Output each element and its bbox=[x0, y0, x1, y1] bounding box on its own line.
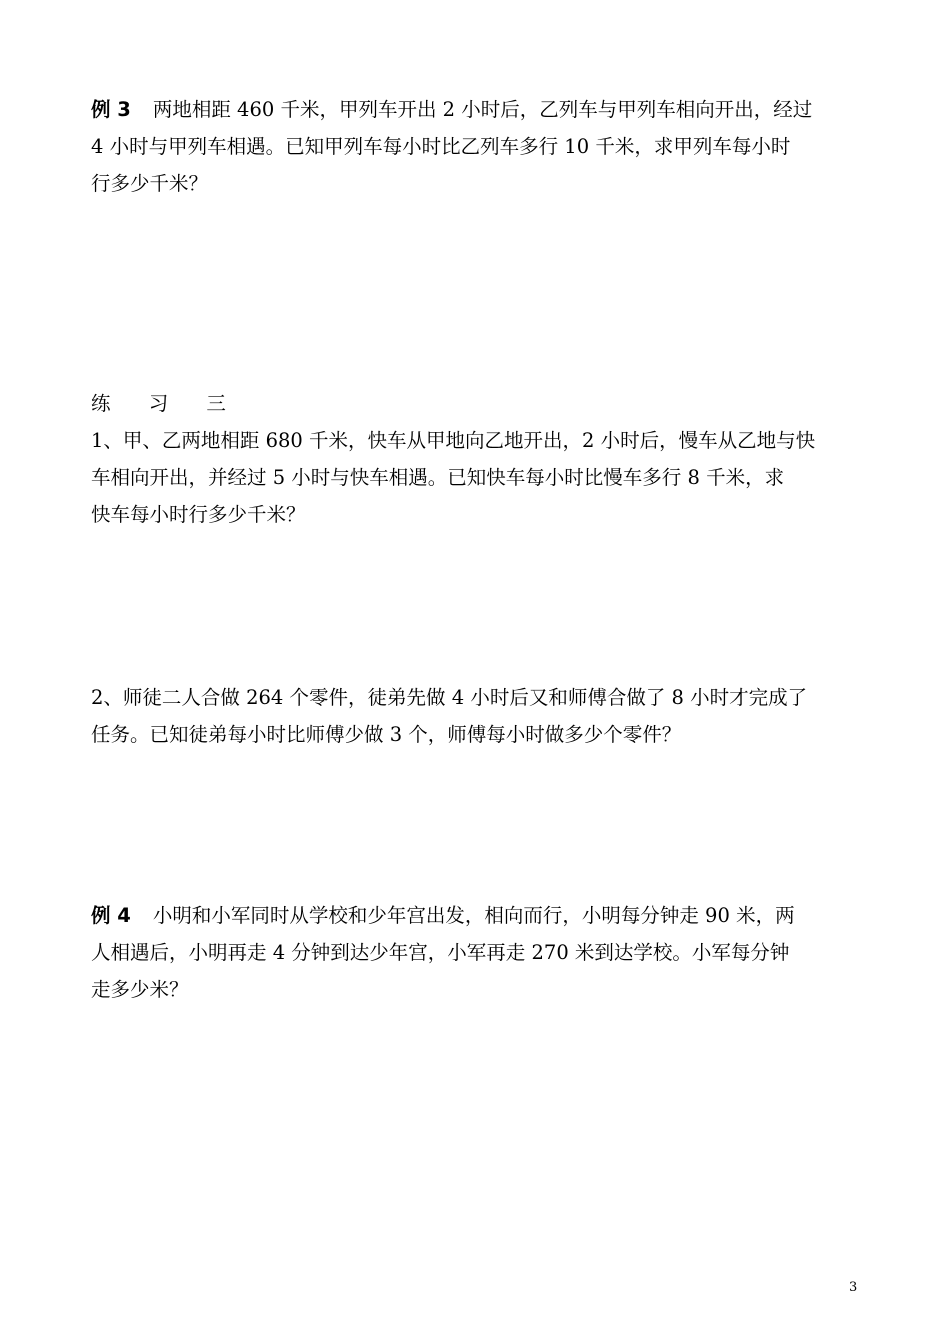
example-3-label: 例 3 bbox=[91, 98, 131, 121]
practice-3 bbox=[91, 385, 861, 533]
practice-problem-1-line-2: 车相向开出，并经过 5 小时与快车相遇。已知快车每小时比慢车多行 8 千米，求 bbox=[91, 466, 785, 489]
example-4-line-2: 人相遇后，小明再走 4 分钟到达少年宫，小军再走 270 米到达学校。小军每分钟 bbox=[91, 941, 790, 964]
practice-problem-1-line-1: 1、甲、乙两地相距 680 千米，快车从甲地向乙地开出，2 小时后，慢车从乙地与快 bbox=[91, 429, 816, 452]
example-4-line-3: 走多少米？ bbox=[91, 978, 189, 1001]
practice-3-heading: 练 习 三 bbox=[91, 392, 242, 415]
practice-problem-2 bbox=[91, 679, 861, 753]
practice-problem-2-line-1: 2、师徒二人合做 264 个零件，徒弟先做 4 小时后又和师傅合做了 8 小时才完成了 bbox=[91, 686, 808, 709]
practice-problem-2-line-2: 任务。已知徒弟每小时比师傅少做 3 个，师傅每小时做多少个零件？ bbox=[91, 723, 682, 746]
example-4-label: 例 4 bbox=[91, 904, 131, 927]
example-3-line-3: 行多少千米？ bbox=[91, 172, 209, 195]
example-3-line-2: 4 小时与甲列车相遇。已知甲列车每小时比乙列车多行 10 千米，求甲列车每小时 bbox=[91, 135, 791, 158]
example-4-text-1: 小明和小军同时从学校和少年宫出发，相向而行，小明每分钟走 90 米，两 bbox=[152, 904, 795, 927]
page-number: 3 bbox=[849, 1280, 858, 1295]
example-4 bbox=[91, 897, 861, 1008]
example-3-text-1: 两地相距 460 千米，甲列车开出 2 小时后，乙列车与甲列车相向开出，经过 bbox=[152, 98, 813, 121]
example-3-line-1 bbox=[91, 91, 861, 128]
example-3 bbox=[91, 91, 861, 202]
example-4-line-1 bbox=[91, 897, 861, 934]
practice-problem-1-line-3: 快车每小时行多少千米？ bbox=[91, 503, 306, 526]
